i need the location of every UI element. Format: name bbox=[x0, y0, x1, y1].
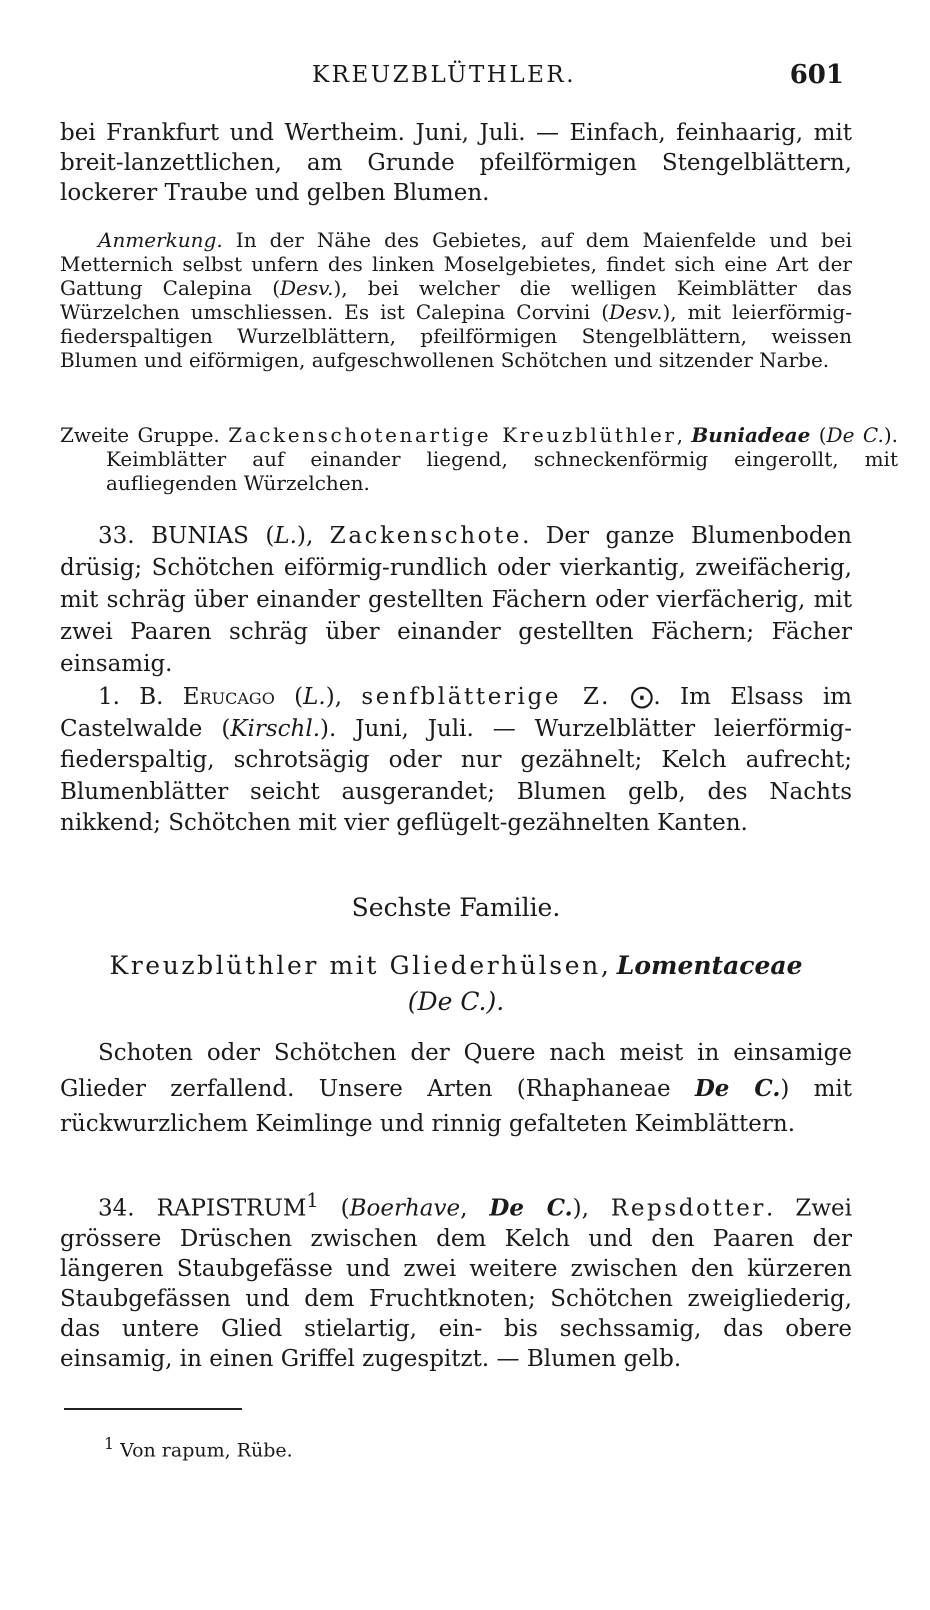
gruppe-name: Zackenschotenartige Kreuzblüthler bbox=[228, 423, 677, 447]
family-name-text: Kreuzblüthler mit Gliederhülsen bbox=[109, 951, 601, 980]
footnote-text: Von rapum, Rübe. bbox=[114, 1439, 293, 1462]
species-1-paren-close: ), bbox=[325, 684, 362, 710]
anmerkung-text-1: In der Nähe des Gebietes, auf dem Maienfelde und bei Metternich selbst unfern des linken Moselgebietes, findet sich eine Art der Gattung Calepina ( bbox=[60, 228, 852, 300]
genus-34-text: . Zwei grössere Drüschen zwischen dem Kelch und den Paaren der längeren Staubgefässe und zwei weitere zwischen den kürzeren Staubgefässen und dem Fruchtknoten; Schötchen zweigliederig, das untere Glied stielartig, ein- bis sechssamig, das obere einsamig, in einen Griffel zugespitzt. — Blumen gelb. bbox=[60, 1195, 852, 1372]
footnote bbox=[104, 1434, 896, 1461]
species-1-text-1: Im Elsass im Castelwalde ( bbox=[60, 684, 852, 742]
genus-34-sep: , bbox=[460, 1195, 490, 1222]
annual-symbol: ⨀. bbox=[611, 684, 681, 710]
genus-34-number: 34. RAPISTRUM bbox=[98, 1195, 307, 1222]
anmerkung-label: Anmerkung. bbox=[98, 228, 223, 252]
gruppe-heading bbox=[60, 423, 898, 495]
species-1-name: Erucago bbox=[182, 684, 275, 710]
gruppe-latin: Buniadeae bbox=[691, 423, 811, 447]
page-header bbox=[60, 58, 852, 102]
running-title: KREUZBLÜTHLER. bbox=[312, 62, 577, 88]
species-1-text-2: ). Juni, Juli. — Wurzelblätter leierförmig-fiederspaltig, schrotsägig oder nur gezähnelt; Kelch aufrecht; Blumenblätter seicht ausgerandet; Blumen gelb, des Nachts nikkend; Schötchen mit vier geflügelt-gezähnelten Kanten. bbox=[60, 715, 852, 836]
footnote-separator bbox=[64, 1408, 242, 1410]
genus-33-paren-close: ), bbox=[297, 523, 330, 549]
family-latin: Lomentaceae bbox=[616, 951, 803, 980]
anmerkung-author-1: Desv. bbox=[280, 276, 334, 300]
genus-34-entry bbox=[60, 1186, 852, 1374]
family-paragraph bbox=[60, 1036, 852, 1142]
gruppe-rest: ). Keimblätter auf einander liegend, schneckenförmig eingerollt, mit aufliegenden Würzelchen. bbox=[106, 423, 898, 495]
species-1-number: 1. B. bbox=[98, 684, 183, 710]
genus-34-common-name: Repsdotter bbox=[610, 1195, 767, 1222]
genus-34-paren-close: ), bbox=[572, 1195, 611, 1222]
footnote-mark: 1 bbox=[104, 1434, 115, 1453]
family-name-sep: , bbox=[600, 951, 617, 980]
family-paragraph-text-2: ) mit rückwurzlichem Keimlinge und rinnig gefalteten Keimblättern. bbox=[60, 1076, 852, 1137]
family-name bbox=[60, 948, 852, 1020]
genus-33-entry bbox=[60, 520, 852, 680]
anmerkung-text-3: ), mit leierförmig-fiederspaltigen Wurzelblättern, pfeilförmigen Stengelblättern, weissen Blumen und eiförmigen, aufgeschwollenen Schötchen und sitzender Narbe. bbox=[60, 300, 852, 372]
family-paragraph-author: De C. bbox=[694, 1075, 781, 1102]
species-1-author-2: Kirschl. bbox=[230, 715, 321, 742]
genus-34-author-2: De C. bbox=[489, 1194, 573, 1222]
family-heading: Sechste Familie. bbox=[351, 893, 561, 922]
species-1-author: L. bbox=[303, 684, 326, 710]
footnote-reference: 1 bbox=[306, 1189, 319, 1212]
gruppe-sep: , bbox=[676, 423, 692, 447]
species-1-paren-open: ( bbox=[274, 684, 304, 710]
genus-33-text: . Der ganze Blumenboden drüsig; Schötchen eiförmig-rundlich oder vierkantig, zweifächerig, mit schräg über einander gestellten Fächern oder vierfächerig, mit zwei Paaren schräg über einander gestellten Fächern; Fächer einsamig. bbox=[60, 523, 852, 677]
anmerkung-paragraph bbox=[60, 228, 852, 372]
gruppe-author: De C. bbox=[826, 423, 884, 447]
species-1-entry bbox=[60, 682, 852, 840]
gruppe-lead: Zweite Gruppe. bbox=[60, 423, 229, 447]
genus-33-author: L. bbox=[274, 523, 297, 549]
family-author: (De C.). bbox=[407, 987, 505, 1016]
species-1-common-name: senfblätterige Z. bbox=[361, 684, 612, 710]
intro-paragraph bbox=[60, 118, 852, 208]
gruppe-paren: ( bbox=[810, 423, 827, 447]
genus-33-paren-open: ( bbox=[248, 523, 275, 549]
intro-text: bei Frankfurt und Wertheim. Juni, Juli. — Einfach, feinhaarig, mit breit-lanzettlichen, am Grunde pfeilförmigen Stengelblättern, lockerer Traube und gelben Blumen. bbox=[60, 120, 852, 206]
genus-33-number: 33. BUNIAS bbox=[98, 523, 249, 549]
genus-34-paren-open: ( bbox=[318, 1195, 350, 1222]
family-paragraph-text-1: Schoten oder Schötchen der Quere nach meist in einsamige Glieder zerfallend. Unsere Arten (Rhaphaneae bbox=[60, 1040, 852, 1102]
genus-33-common-name: Zackenschote bbox=[329, 523, 523, 549]
page-number: 601 bbox=[789, 60, 844, 90]
genus-34-author-1: Boerhave bbox=[349, 1195, 461, 1222]
anmerkung-text-2: ), bei welcher die welligen Keimblätter das Würzelchen umschliessen. Es ist Calepina Corvini ( bbox=[60, 276, 852, 324]
anmerkung-author-2: Desv. bbox=[609, 300, 663, 324]
